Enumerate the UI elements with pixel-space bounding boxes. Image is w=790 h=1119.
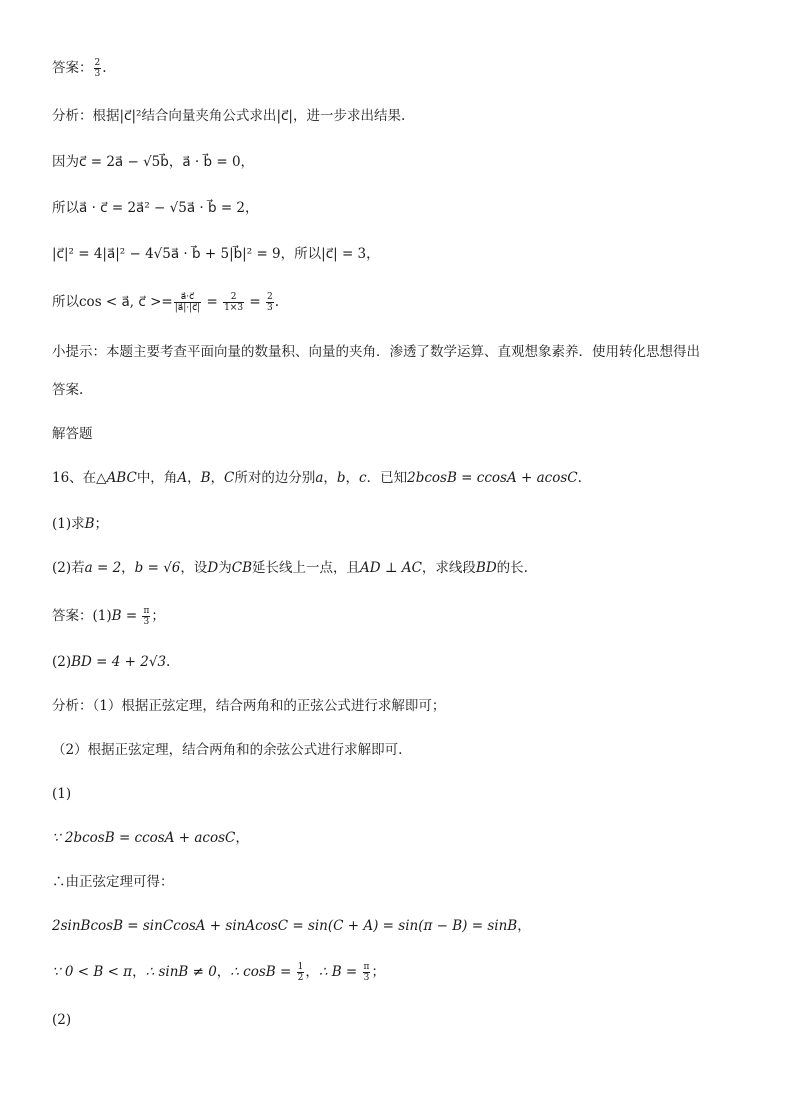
fraction-numerator: 2 bbox=[94, 58, 101, 68]
math-expression: ∴ sinB ≠ 0 bbox=[145, 964, 217, 980]
text-run: ，所以 bbox=[280, 246, 322, 262]
text-run: 解答题 bbox=[52, 426, 93, 442]
fraction-denominator: 3 bbox=[94, 69, 101, 79]
text-run: ， bbox=[305, 964, 319, 980]
fraction bbox=[174, 292, 201, 313]
text-run: ，求线段 bbox=[421, 560, 476, 576]
math-expression: BD = 4 + 2√3 bbox=[71, 654, 167, 670]
text-run: (2) bbox=[52, 1012, 72, 1028]
math-expression: B bbox=[200, 470, 211, 486]
fraction-numerator: a⃗·c⃗ bbox=[174, 292, 201, 303]
math-expression: 2sinBcosB = sinCcosA + sinAcosC = sin(C + A) = sin(π − B) = sinB bbox=[52, 918, 518, 934]
math-expression: ABC bbox=[106, 470, 137, 486]
answer-16-part-1 bbox=[52, 606, 750, 627]
text-run: ，设 bbox=[180, 560, 208, 576]
text-run: ∴由正弦定理可得： bbox=[52, 874, 174, 890]
solution-16-step-1 bbox=[52, 828, 750, 848]
analysis-16-part-2 bbox=[52, 740, 750, 760]
answer-line-15 bbox=[52, 58, 750, 79]
text-run: 所以 bbox=[52, 200, 79, 216]
text-run: 中，角 bbox=[136, 470, 178, 486]
math-expression: c bbox=[359, 470, 367, 486]
answer-16-part-2 bbox=[52, 652, 750, 672]
math-expression: BD bbox=[475, 560, 497, 576]
math-expression: AD ⊥ AC bbox=[359, 560, 422, 576]
section-heading bbox=[52, 424, 750, 444]
text-run: 为 bbox=[218, 560, 232, 576]
fraction-denominator: 3 bbox=[143, 617, 150, 627]
fraction bbox=[94, 58, 102, 79]
fraction bbox=[142, 606, 150, 627]
text-run: 结合向量夹角公式求出 bbox=[141, 108, 277, 124]
math-expression: a = 2 bbox=[84, 560, 122, 576]
text-run: 延长线上一点，且 bbox=[251, 560, 360, 576]
fraction-numerator: π bbox=[363, 962, 370, 972]
text-run: ； bbox=[94, 516, 109, 532]
text-run: 16、在△ bbox=[52, 470, 107, 486]
text-run: ， bbox=[323, 470, 337, 486]
analysis-line-15 bbox=[52, 106, 750, 126]
math-expression: |c⃗| = 3 bbox=[321, 246, 367, 262]
fraction-denominator: 1×3 bbox=[224, 303, 244, 313]
text-run: (1)求 bbox=[52, 516, 85, 532]
fraction-denominator: 3 bbox=[363, 973, 370, 983]
solution-16-step-2 bbox=[52, 872, 750, 892]
math-expression: cos < a⃗, c⃗ >= bbox=[79, 294, 173, 310]
text-run: ， bbox=[216, 964, 231, 980]
text-run: ．已知 bbox=[366, 470, 408, 486]
math-expression: B = bbox=[111, 608, 142, 624]
text-run: 所对的边分别 bbox=[234, 470, 316, 486]
text-run: ， bbox=[517, 918, 531, 934]
fraction-denominator: 2 bbox=[297, 973, 304, 983]
text-run: ， bbox=[245, 200, 259, 216]
text-run: ； bbox=[371, 964, 385, 980]
text-run: . bbox=[577, 470, 582, 486]
question-16-part-2 bbox=[52, 558, 750, 578]
analysis-16-part-1 bbox=[52, 696, 750, 716]
text-run: 答案： bbox=[52, 60, 93, 76]
math-expression: C bbox=[223, 470, 235, 486]
solution-step-3 bbox=[52, 244, 750, 264]
solution-step-4 bbox=[52, 292, 750, 313]
solution-16-step-4 bbox=[52, 962, 750, 983]
tip-line-1 bbox=[52, 342, 750, 362]
math-expression: b bbox=[336, 470, 346, 486]
text-run: ， bbox=[366, 246, 380, 262]
text-run: 所以 bbox=[52, 294, 79, 310]
math-expression: ∵ 0 < B < π bbox=[52, 964, 133, 980]
text-run: ， bbox=[187, 470, 201, 486]
text-run: . bbox=[274, 294, 279, 310]
text-run: 答案：(1) bbox=[52, 608, 112, 624]
fraction-numerator: π bbox=[143, 606, 150, 616]
math-expression: |c⃗| bbox=[276, 108, 293, 124]
math-expression: a bbox=[315, 470, 324, 486]
text-run: 答案. bbox=[52, 382, 84, 398]
math-expression: ∵ 2bcosB = ccosA + acosC bbox=[52, 830, 236, 846]
fraction-denominator: |a⃗|·|c⃗| bbox=[174, 303, 201, 313]
solution-16-part-1-label bbox=[52, 784, 750, 804]
solution-step-2 bbox=[52, 198, 750, 218]
fraction-numerator: 2 bbox=[223, 292, 244, 303]
fraction-denominator: 3 bbox=[266, 303, 273, 313]
text-run: ， bbox=[235, 830, 249, 846]
text-run: ， bbox=[345, 470, 360, 486]
math-expression: b = √6 bbox=[134, 560, 181, 576]
text-run: 的长. bbox=[496, 560, 528, 576]
text-run: ， bbox=[210, 470, 224, 486]
math-expression: ∴ B = bbox=[318, 964, 362, 980]
fraction bbox=[363, 962, 371, 983]
fraction bbox=[223, 292, 244, 313]
text-run: ，进一步求出结果. bbox=[292, 108, 406, 124]
math-expression: 2bcosB = ccosA + acosC bbox=[407, 470, 578, 486]
tip-line-2 bbox=[52, 380, 750, 400]
text-run: 分析：根据 bbox=[52, 108, 120, 124]
math-expression: a⃗ · c⃗ = 2a⃗² − √5a⃗ · b⃗ = 2 bbox=[79, 200, 246, 216]
text-run: 因为 bbox=[52, 154, 79, 170]
math-expression: a⃗ · b⃗ = 0 bbox=[182, 154, 241, 170]
text-run: 分析：（1）根据正弦定理，结合两角和的正弦公式进行求解即可； bbox=[52, 698, 446, 714]
question-16-part-1 bbox=[52, 514, 750, 534]
text-run: . bbox=[102, 60, 107, 76]
math-expression: B bbox=[84, 516, 95, 532]
text-run: ， bbox=[168, 154, 183, 170]
solution-16-step-3 bbox=[52, 916, 750, 936]
math-expression: ∴ cosB = bbox=[230, 964, 296, 980]
math-expression: |c⃗|² = 4|a⃗|² − 4√5a⃗ · b⃗ + 5|b⃗|² = 9 bbox=[52, 246, 281, 262]
math-expression: = bbox=[202, 294, 223, 310]
text-run: . bbox=[166, 654, 171, 670]
solution-16-part-2-label bbox=[52, 1010, 750, 1030]
text-run: (2) bbox=[52, 654, 72, 670]
text-run: ， bbox=[121, 560, 135, 576]
math-expression: |c⃗|² bbox=[119, 108, 142, 124]
text-run: (2)若 bbox=[52, 560, 85, 576]
fraction-numerator: 1 bbox=[297, 962, 304, 972]
fraction bbox=[266, 292, 274, 313]
text-run: 小提示：本题主要考查平面向量的数量积、向量的夹角．渗透了数学运算、直观想象素养．使用转化思想得出 bbox=[52, 344, 700, 360]
math-expression: c⃗ = 2a⃗ − √5b⃗ bbox=[79, 154, 169, 170]
fraction-numerator: 2 bbox=[266, 292, 273, 302]
text-run: ， bbox=[132, 964, 146, 980]
text-run: (1) bbox=[52, 786, 72, 802]
text-run: （2）根据正弦定理，结合两角和的余弦公式进行求解即可. bbox=[52, 742, 403, 758]
text-run: ； bbox=[151, 608, 165, 624]
math-expression: D bbox=[207, 560, 219, 576]
math-expression: A bbox=[177, 470, 188, 486]
solution-step-1 bbox=[52, 152, 750, 172]
math-expression: CB bbox=[231, 560, 252, 576]
text-run: ， bbox=[240, 154, 255, 170]
math-expression: = bbox=[245, 294, 265, 310]
fraction bbox=[297, 962, 305, 983]
question-16 bbox=[52, 468, 750, 488]
